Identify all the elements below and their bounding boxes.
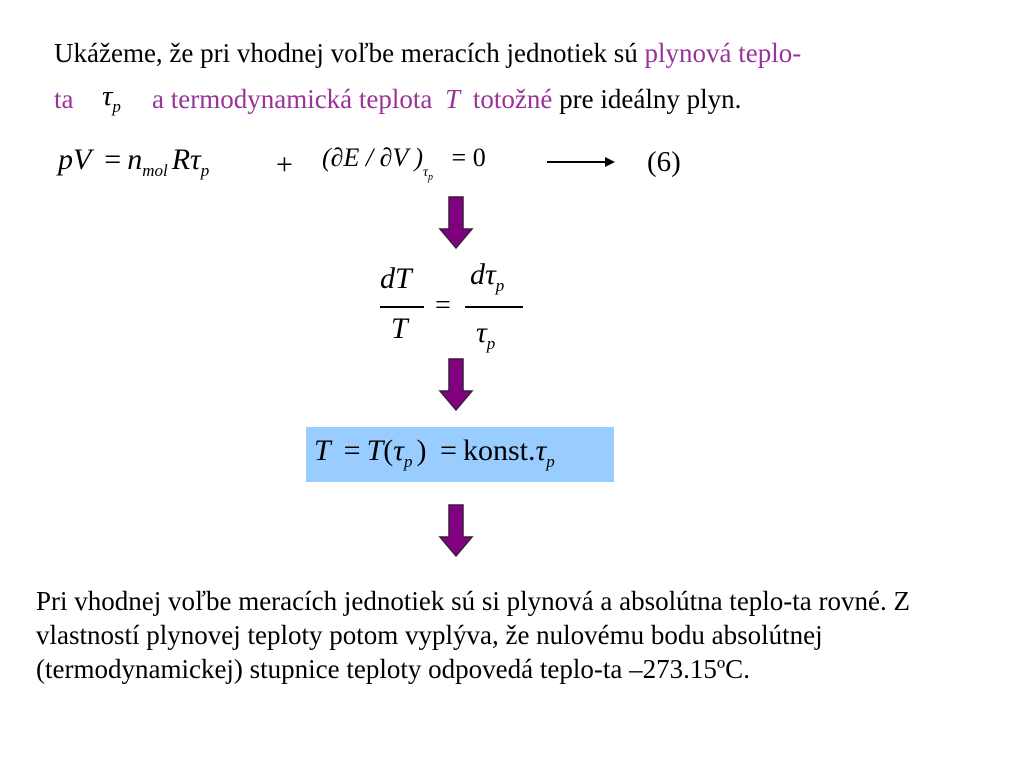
tau-glyph: τ: [102, 80, 113, 112]
down-arrow-icon: [438, 196, 474, 250]
res-equals-2: =: [440, 434, 457, 467]
conclusion-paragraph: Pri vhodnej voľbe meracích jednotiek sú si plynová a absolútna teplo-ta rovné. Z vlastností plynovej teploty potom vyplýva, že nulovému bodu absolútnej (termodynamickej) stupnice teploty odpovedá teplo-ta –273.15ºC.: [36, 586, 910, 684]
frac2-dtau: dτ: [470, 258, 496, 291]
equation-state: [58, 143, 210, 180]
res-open: (: [383, 434, 394, 467]
eq-R: R: [171, 143, 191, 176]
res-sub-p: p: [404, 452, 413, 471]
intro-highlight-gas-temp: plynová teplo-: [644, 38, 802, 68]
equation-energy: [322, 143, 486, 183]
frac1-line: [380, 306, 424, 308]
frac2-tau: τ: [476, 316, 487, 349]
intro-text: Ukážeme, že pri vhodnej voľbe meracích jednotiek sú: [54, 38, 645, 68]
eq-sub-tau: τ: [423, 165, 429, 180]
frac-equals: =: [435, 290, 451, 321]
res-T: T: [314, 434, 331, 467]
intro-line-2: [54, 84, 74, 115]
equation-number: (6): [647, 146, 681, 178]
intro-line-1: [54, 38, 801, 69]
res-T-of: T: [366, 434, 384, 467]
frac2-denominator: [476, 316, 496, 353]
res-tau: τ: [393, 434, 405, 467]
plus-sign: +: [276, 148, 293, 181]
eq-partial: (∂E / ∂V ): [322, 143, 424, 172]
frac2-line: [465, 306, 523, 308]
sub-p: p: [112, 97, 121, 116]
frac2-numerator: [470, 258, 505, 295]
eq-tau: τ: [190, 143, 201, 176]
intro-identical: totožné: [472, 84, 553, 114]
eq-sub-tau-p: p: [428, 172, 434, 183]
right-arrow-icon: [545, 152, 617, 172]
res-sub-p-2: p: [546, 452, 555, 471]
eq-equals: =: [104, 143, 122, 176]
eq-n: n: [127, 143, 143, 176]
res-tau-2: τ: [535, 434, 547, 467]
eq-sub-mol: mol: [142, 161, 168, 180]
frac1-denominator: T: [391, 312, 408, 345]
tau-p-symbol: [102, 80, 121, 116]
frac2-den-sub-p: p: [486, 334, 496, 353]
down-arrow-icon: [438, 358, 474, 412]
intro-ta: ta: [54, 84, 74, 114]
eq-pV: pV: [58, 143, 91, 176]
intro-T: T: [445, 84, 461, 114]
intro-line-2-rest: [152, 84, 741, 115]
res-konst: konst.: [462, 434, 536, 467]
res-equals: =: [343, 434, 361, 467]
intro-thermo: a termodynamická teplota: [152, 84, 433, 114]
eq-zero: = 0: [451, 143, 486, 172]
res-close: ): [416, 434, 427, 467]
frac2-sub-p: p: [495, 276, 505, 295]
down-arrow-icon: [438, 504, 474, 558]
frac1-numerator: dT: [380, 262, 412, 295]
eq-sub-p: p: [200, 161, 210, 180]
intro-ideal-gas: pre ideálny plyn.: [559, 84, 742, 114]
equation-result: [314, 434, 555, 471]
